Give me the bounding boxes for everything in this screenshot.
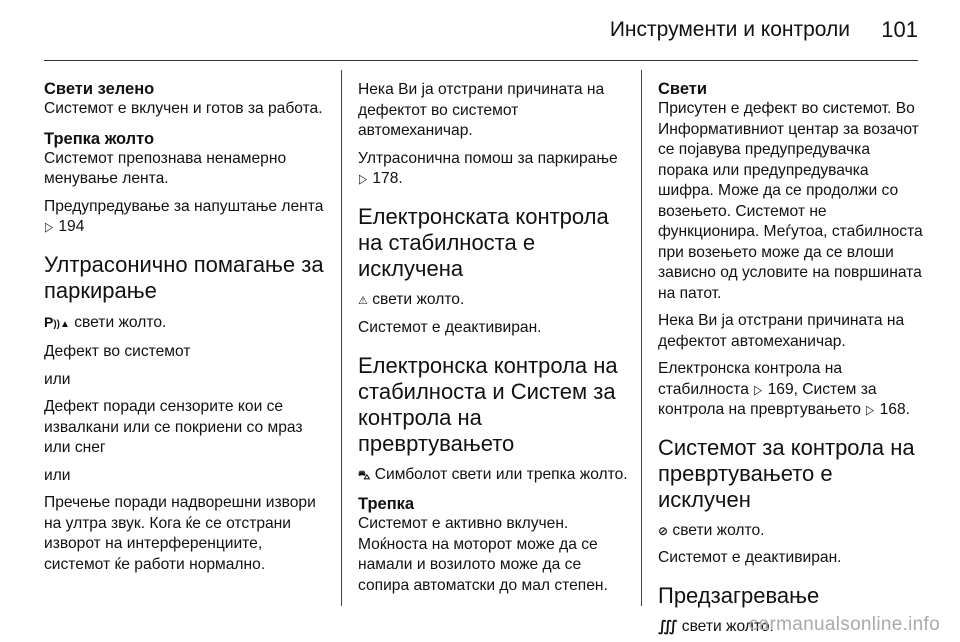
subheading-lit: Свети <box>658 80 708 98</box>
indicator-line: ⚠ свети жолто. <box>358 290 628 312</box>
cross-reference: Електронска контрола на стабилноста ▷ 169, Систем за контрола на превртувањето ▷ 168. <box>658 359 924 421</box>
paragraph: Системот препознава ненамерно менување лента. <box>44 149 287 187</box>
indicator-line: ⊘ свети жолто. <box>658 521 924 542</box>
esc-skid-icon: ⛍ <box>358 467 371 482</box>
rollover-off-icon: ⊘ <box>658 523 669 538</box>
paragraph: Дефект во системот <box>44 343 191 360</box>
indicator-line: ⛍ Симболот свети или трепка жолто. <box>358 465 628 486</box>
paragraph: Присутен е дефект во системот. Во Информативниот центар за возачот се појавува предупредувачка порака или предупредувачка шифра. Може да се продолжи со возењето. Системот не функционира. Меѓутоа, стабилноста при возењето може да се влоши зависно од условите на површината на патот. <box>658 100 923 302</box>
indicator-line: P))▲ свети жолто. <box>44 312 324 336</box>
paragraph: Пречење поради надворешни извори на ултра звук. Кога ќе се отстрани изворот на интерференциите, системот ќе работи нормално. <box>44 494 316 573</box>
subheading-flashing: Трепка жолто <box>44 129 155 148</box>
parking-assist-icon: P))▲ <box>44 313 70 330</box>
cross-reference: Ултрасонична помош за паркирање ▷ 178. <box>358 149 628 190</box>
reference-page[interactable]: 194 <box>58 218 85 235</box>
page-header <box>0 0 960 60</box>
page-ref-arrow-icon: ▷ <box>359 171 367 186</box>
page-ref-arrow-icon: ▷ <box>754 381 763 397</box>
subheading-flashing: Трепка <box>358 495 415 513</box>
glow-plug-icon: ∭ <box>658 617 678 635</box>
page-ref-arrow-icon: ▷ <box>866 402 875 417</box>
heading-rollover-off: Системот за контрола на превртувањето е исклучен <box>658 434 915 512</box>
paragraph: Нека Ви ја отстрани причината на дефектот автомеханичар. <box>658 312 905 350</box>
column-2 <box>358 80 628 603</box>
column-3 <box>658 80 924 642</box>
reference-text: Предупредување за напуштање лента <box>44 197 324 215</box>
watermark: carmanualsonline.info <box>748 614 940 635</box>
subheading-green: Свети зелено <box>44 80 155 98</box>
paragraph: или <box>44 370 71 388</box>
paragraph: Дефект поради сензорите кои се извалкани или се покриени со мраз или снег <box>44 398 303 456</box>
indicator-line: ∭ свети жолто. <box>658 617 924 638</box>
heading-parking-assist: Ултрасонично помагање за паркирање <box>44 251 324 303</box>
esc-off-icon: ⚠ <box>358 294 368 307</box>
paragraph: Системот е деактивиран. <box>658 549 842 566</box>
paragraph: Системот е деактивиран. <box>358 319 542 336</box>
cross-reference <box>44 197 324 238</box>
header-divider <box>44 60 918 61</box>
paragraph: или <box>44 466 71 484</box>
page-number: 101 <box>881 17 918 42</box>
paragraph: Системот е вклучен и готов за работа. <box>44 100 323 117</box>
column-divider-2 <box>641 70 642 606</box>
heading-preheating: Предзагревање <box>658 582 820 608</box>
column-divider-1 <box>341 70 342 606</box>
chapter-title: Инструменти и контроли <box>609 18 850 41</box>
page-ref-arrow-icon: ▷ <box>45 219 53 234</box>
column-1 <box>44 80 324 582</box>
heading-esc-off: Електронската контрола на стабилноста е исклучена <box>358 203 609 281</box>
paragraph: Нека Ви ја отстрани причината на дефектот во системот автомеханичар. <box>358 81 605 139</box>
heading-esc-rollover: Електронска контрола на стабилноста и Систем за контрола на превртувањето <box>358 352 618 456</box>
reference-page[interactable]: 178. <box>372 170 403 187</box>
paragraph: Системот е активно вклучен. Моќноста на моторот може да се намали и возилото може да се сопира автоматски до мал степен. <box>358 515 608 594</box>
